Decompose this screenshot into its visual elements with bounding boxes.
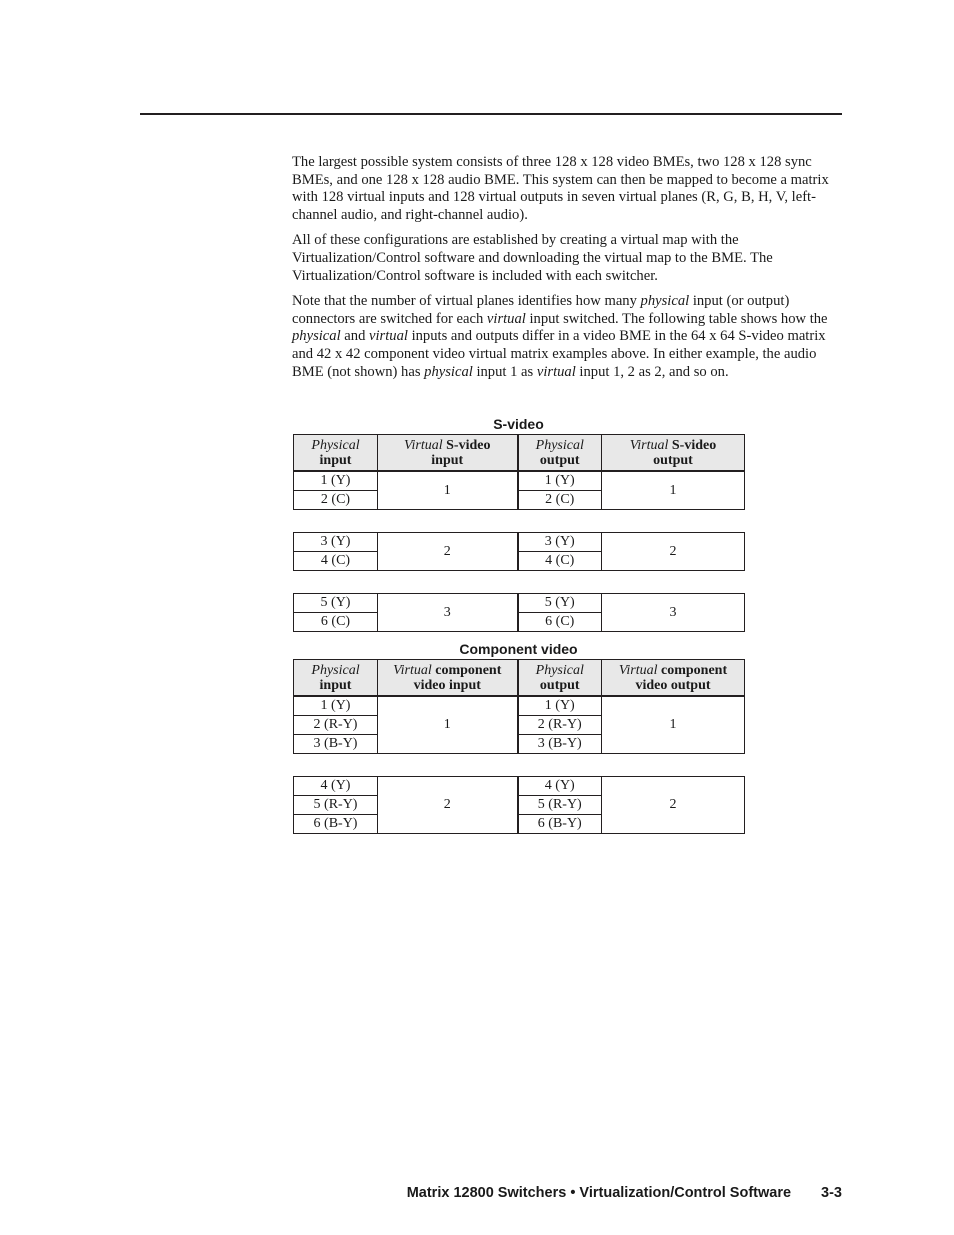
physical-input-cell: 5 (R-Y) bbox=[294, 796, 378, 815]
table-row bbox=[294, 777, 745, 796]
virtual-output-cell: 2 bbox=[602, 777, 745, 834]
virtual-input-cell: 1 bbox=[378, 471, 518, 510]
physical-output-cell: 4 (Y) bbox=[518, 777, 602, 796]
physical-input-cell: 5 (Y) bbox=[294, 594, 378, 613]
physical-output-cell: 3 (Y) bbox=[518, 533, 602, 552]
virtual-output-cell: 1 bbox=[602, 696, 745, 754]
table-row bbox=[294, 471, 745, 491]
table-row bbox=[294, 533, 745, 552]
page-number: 3-3 bbox=[821, 1185, 842, 1201]
physical-input-cell: 1 (Y) bbox=[294, 471, 378, 491]
physical-input-cell: 3 (Y) bbox=[294, 533, 378, 552]
physical-input-cell: 3 (B-Y) bbox=[294, 735, 378, 754]
component-caption: Component video bbox=[459, 641, 578, 657]
header-virtual-output: Virtual S-video output bbox=[602, 435, 745, 472]
header-virtual-input: Virtual component video input bbox=[378, 660, 518, 697]
physical-output-cell: 4 (C) bbox=[518, 552, 602, 571]
physical-output-cell: 2 (R-Y) bbox=[518, 716, 602, 735]
component-table-1 bbox=[293, 659, 745, 754]
physical-input-cell: 2 (C) bbox=[294, 491, 378, 510]
physical-output-cell: 5 (R-Y) bbox=[518, 796, 602, 815]
header-physical-output: Physical output bbox=[518, 435, 602, 472]
physical-output-cell: 1 (Y) bbox=[518, 696, 602, 716]
physical-output-cell: 1 (Y) bbox=[518, 471, 602, 491]
physical-input-cell: 6 (C) bbox=[294, 613, 378, 632]
svideo-table-1 bbox=[293, 434, 745, 510]
header-physical-input: Physical input bbox=[294, 435, 378, 472]
paragraph-1: The largest possible system consists of three 128 x 128 video BMEs, two 128 x 128 sync BMEs, and one 128 x 128 audio BME. This system can then be mapped to become a matrix with 128 virtual inputs and 128 virtual outputs in seven virtual planes (R, G, B, H, V, left-channel audio, and right-channel audio). bbox=[292, 154, 829, 223]
physical-output-cell: 6 (B-Y) bbox=[518, 815, 602, 834]
physical-input-cell: 2 (R-Y) bbox=[294, 716, 378, 735]
header-physical-output: Physical output bbox=[518, 660, 602, 697]
virtual-output-cell: 1 bbox=[602, 471, 745, 510]
physical-output-cell: 2 (C) bbox=[518, 491, 602, 510]
svideo-table-3 bbox=[293, 593, 745, 632]
virtual-input-cell: 1 bbox=[378, 696, 518, 754]
header-row bbox=[294, 660, 745, 697]
table-row bbox=[294, 594, 745, 613]
page-footer bbox=[300, 1185, 842, 1201]
physical-input-cell: 1 (Y) bbox=[294, 696, 378, 716]
physical-output-cell: 5 (Y) bbox=[518, 594, 602, 613]
paragraph-3: Note that the number of virtual planes identifies how many physical input (or output) connectors are switched for each virtual input switched. The following table shows how the physical and virtual inputs and outputs differ in a video BME in the 64 x 64 S-video matrix and 42 x 42 component video virtual matrix examples above. In either example, the audio BME (not shown) has physical input 1 as virtual input 1, 2 as 2, and so on. bbox=[292, 293, 828, 380]
table-row bbox=[294, 696, 745, 716]
virtual-output-cell: 3 bbox=[602, 594, 745, 632]
footer-title: Matrix 12800 Switchers • Virtualization/Control Software bbox=[406, 1185, 792, 1201]
physical-input-cell: 4 (C) bbox=[294, 552, 378, 571]
header-virtual-input: Virtual S-video input bbox=[378, 435, 518, 472]
body-text bbox=[292, 154, 844, 389]
component-table-2 bbox=[293, 776, 745, 834]
paragraph-2: All of these configurations are established by creating a virtual map with the Virtualization/Control software and downloading the virtual map to the BME. The Virtualization/Control software is included with each switcher. bbox=[292, 232, 773, 284]
virtual-input-cell: 2 bbox=[378, 777, 518, 834]
physical-input-cell: 6 (B-Y) bbox=[294, 815, 378, 834]
header-physical-input: Physical input bbox=[294, 660, 378, 697]
header-row bbox=[294, 435, 745, 472]
virtual-output-cell: 2 bbox=[602, 533, 745, 571]
physical-output-cell: 6 (C) bbox=[518, 613, 602, 632]
svideo-table-2 bbox=[293, 532, 745, 571]
virtual-input-cell: 2 bbox=[378, 533, 518, 571]
header-virtual-output: Virtual component video output bbox=[602, 660, 745, 697]
virtual-input-cell: 3 bbox=[378, 594, 518, 632]
physical-output-cell: 3 (B-Y) bbox=[518, 735, 602, 754]
header-rule bbox=[140, 113, 842, 115]
svideo-caption: S-video bbox=[493, 416, 544, 432]
physical-input-cell: 4 (Y) bbox=[294, 777, 378, 796]
